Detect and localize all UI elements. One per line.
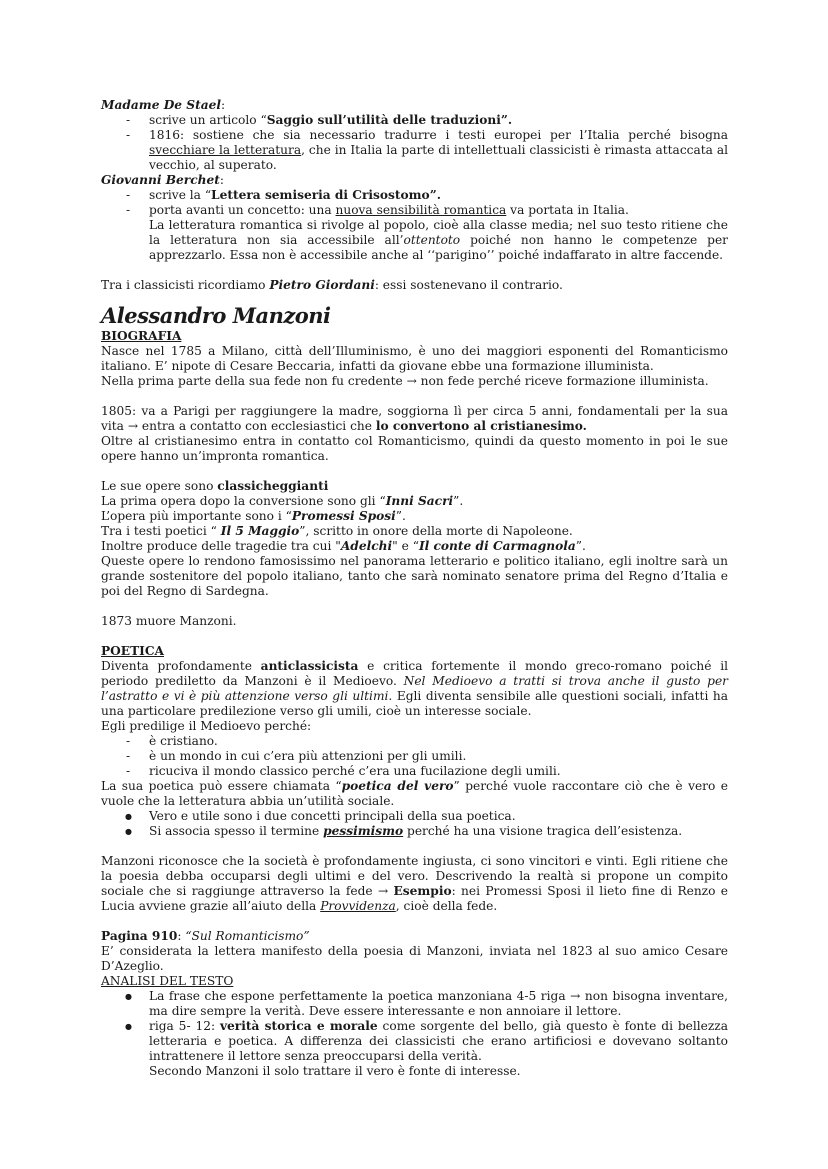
paragraph: Queste opere lo rendono famosissimo nel panorama letterario e politico italiano, egli inoltre sarà un grande sostenitore del popolo italiano, tanto che sarà nominato senatore prima del Regno d’Italia e poi del Regno di Sardegna. bbox=[101, 554, 728, 598]
biografia-heading: BIOGRAFIA bbox=[101, 329, 182, 343]
paragraph: Nella prima parte della sua fede non fu credente → non fede perché riceve formazione illuminista. bbox=[101, 374, 709, 388]
paragraph: Diventa profondamente anticlassicista e critica fortemente il mondo greco-romano poiché il periodo prediletto da Manzoni è il Medioevo. Nel Medioevo a tratti si trova anche il gusto per l’astratto e vi è più attenzione verso gli ultimi. Egli diventa sensibile alle questioni sociali, infatti ha una particolare predilezione verso gli umili, cioè un interesse sociale. bbox=[101, 659, 728, 718]
paragraph: Nasce nel 1785 a Milano, città dell’Illuminismo, è uno dei maggiori esponenti del Romanticismo italiano. E’ nipote di Cesare Beccaria, infatti da giovane ebbe una formazione illuminista. bbox=[101, 344, 728, 373]
paragraph: L’opera più importante sono i “Promessi Sposi”. bbox=[101, 509, 406, 523]
stael-heading: Madame De Stael: bbox=[101, 98, 226, 112]
list-item: ● Vero e utile sono i due concetti principali della sua poetica. bbox=[101, 809, 728, 824]
berchet-list bbox=[101, 188, 728, 263]
list-item: - è cristiano. bbox=[101, 734, 728, 749]
paragraph: La sua poetica può essere chiamata “poetica del vero” perché vuole raccontare ciò che è vero e vuole che la letteratura abbia un’utilità sociale. bbox=[101, 779, 728, 808]
berchet-heading: Giovanni Berchet: bbox=[101, 173, 224, 187]
paragraph: Egli predilige il Medioevo perché: bbox=[101, 719, 312, 733]
paragraph: Oltre al cristianesimo entra in contatto col Romanticismo, quindi da questo momento in poi le sue opere hanno un’impronta romantica. bbox=[101, 434, 728, 463]
list-item: - 1816: sostiene che sia necessario tradurre i testi europei per l’Italia perché bisogna svecchiare la letteratura, che in Italia la parte di intellettuali classicisti è rimasta attaccata al vecchio, al superato. bbox=[101, 128, 728, 173]
document-page bbox=[101, 98, 728, 1079]
section-title: Alessandro Manzoni bbox=[101, 303, 331, 328]
stael-name: Madame De Stael bbox=[101, 98, 221, 112]
paragraph: 1873 muore Manzoni. bbox=[101, 614, 237, 628]
poetica-heading: POETICA bbox=[101, 644, 164, 658]
list-item: - porta avanti un concetto: una nuova sensibilità romantica va portata in Italia. La letteratura romantica si rivolge al popolo, cioè alla classe media; nel suo testo ritiene che la letteratura non sia accessibile all’ottentoto poiché non hanno le competenze per apprezzarlo. Essa non è accessibile anche al ‘‘parigino’’ poiché indaffarato in altre faccende. bbox=[101, 203, 728, 263]
paragraph: E’ considerata la lettera manifesto della poesia di Manzoni, inviata nel 1823 al suo amico Cesare D’Azeglio. bbox=[101, 944, 728, 973]
paragraph: 1805: va a Parigi per raggiungere la madre, soggiorna lì per circa 5 anni, fondamentali per la sua vita → entra a contatto con ecclesiastici che lo convertono al cristianesimo. bbox=[101, 404, 728, 433]
berchet-name: Giovanni Berchet bbox=[101, 173, 220, 187]
list-item: ● Si associa spesso il termine pessimismo perché ha una visione tragica dell’esistenza. bbox=[101, 824, 728, 839]
list-item: ● La frase che espone perfettamente la poetica manzoniana 4-5 riga → non bisogna inventare, ma dire sempre la verità. Deve essere interessante e non annoiare il lettore. bbox=[101, 989, 728, 1019]
poetica-bullets bbox=[101, 809, 728, 839]
analisi-heading: ANALISI DEL TESTO bbox=[101, 974, 234, 988]
paragraph: Inoltre produce delle tragedie tra cui "Adelchi" e “Il conte di Carmagnola”. bbox=[101, 539, 586, 553]
paragraph: Tra i testi poetici “ Il 5 Maggio”, scritto in onore della morte di Napoleone. bbox=[101, 524, 573, 538]
poetica-list bbox=[101, 734, 728, 779]
stael-list bbox=[101, 113, 728, 173]
list-item: - scrive un articolo “Saggio sull’utilità delle traduzioni”. bbox=[101, 113, 728, 128]
list-item: - ricuciva il mondo classico perché c’era una fucilazione degli umili. bbox=[101, 764, 728, 779]
paragraph: La prima opera dopo la conversione sono gli “Inni Sacri”. bbox=[101, 494, 464, 508]
pagina-heading: Pagina 910: “Sul Romanticismo” bbox=[101, 929, 310, 943]
analisi-bullets bbox=[101, 989, 728, 1079]
list-item: - scrive la “Lettera semiseria di Crisostomo”. bbox=[101, 188, 728, 203]
paragraph: Le sue opere sono classicheggianti bbox=[101, 479, 329, 493]
classicisti-note: Tra i classicisti ricordiamo Pietro Giordani: essi sostenevano il contrario. bbox=[101, 278, 563, 292]
paragraph: Manzoni riconosce che la società è profondamente ingiusta, ci sono vincitori e vinti. Egli ritiene che la poesia debba occuparsi degli ultimi e del vero. Descrivendo la realtà si propone un compito sociale che si raggiunge attraverso la fede → Esempio: nei Promessi Sposi il lieto fine di Renzo e Lucia avviene grazie all’aiuto della Provvidenza, cioè della fede. bbox=[101, 854, 728, 913]
list-item: - è un mondo in cui c’era più attenzioni per gli umili. bbox=[101, 749, 728, 764]
list-item: ● riga 5- 12: verità storica e morale come sorgente del bello, già questo è fonte di bellezza letteraria e poetica. A differenza dei classicisti che erano artificiosi e dovevano soltanto intrattenere il lettore senza preoccuparsi della verità. Secondo Manzoni il solo trattare il vero è fonte di interesse. bbox=[101, 1019, 728, 1079]
